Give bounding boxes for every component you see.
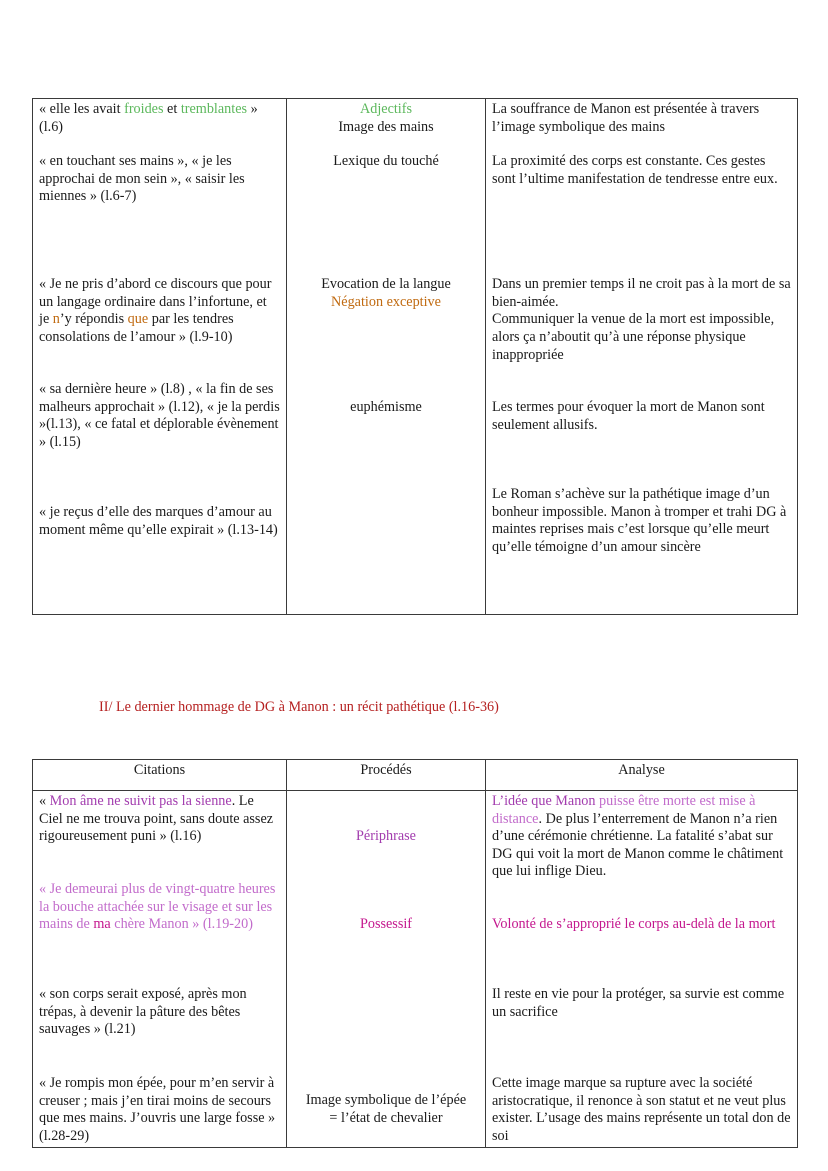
- table-row: [33, 1075, 798, 1148]
- citation-cell: « je reçus d’elle des marques d’amour au moment même qu’elle expirait » (l.13-14): [39, 504, 278, 538]
- analysis-text: Les termes pour évoquer la mort de Manon sont seulement allusifs.: [492, 399, 765, 433]
- highlight-adjective: tremblantes: [180, 101, 248, 117]
- table-row: [33, 486, 798, 615]
- column-header-analyse: Analyse: [486, 760, 798, 791]
- table-row: [33, 136, 798, 276]
- citation-cell: « elle les avait froides et tremblantes » (l.6): [39, 101, 258, 135]
- procede-label: euphémisme: [350, 399, 422, 416]
- section-heading: II/ Le dernier hommage de DG à Manon : un récit pathétique (l.16-36): [99, 699, 499, 715]
- analysis-table-1: [32, 98, 798, 615]
- citation-cell: « Je demeurai plus de vingt-quatre heures la bouche attachée sur le visage et sur les mains de ma chère Manon » (l.19-20): [39, 880, 276, 933]
- table-row: [33, 986, 798, 1075]
- citation-cell: « Je ne pris d’abord ce discours que pour un langage ordinaire dans l’infortune, et je n’y répondis que par les tendres consolations de l’amour » (l.9-10): [39, 276, 272, 345]
- table-row: [33, 99, 798, 137]
- column-header-procedes: Procédés: [287, 760, 486, 791]
- procede-label: Image des mains: [338, 118, 434, 135]
- analysis-text: Le Roman s’achève sur la pathétique image d’un bonheur impossible. Manon à tromper et trahi DG à maintes reprises mais c’est lorsque qu’elle meurt qu’elle témoigne d’un amour sincère: [492, 486, 787, 555]
- citation-cell: « Mon âme ne suivit pas la sienne. Le Ciel ne me trouva point, sans doute assez rigoureusement puni » (l.16): [39, 793, 274, 845]
- analysis-table-2: [32, 759, 798, 1148]
- analysis-text: La souffrance de Manon est présentée à travers l’image symbolique des mains: [492, 101, 760, 135]
- citation-cell: « en touchant ses mains », « je les approchai de mon sein », « saisir les miennes » (l.6-7): [39, 153, 245, 205]
- analysis-text: Cette image marque sa rupture avec la société aristocratique, il renonce à son statut et ne veut plus exister. L’usage des mains représente un total don de soi: [492, 1074, 791, 1144]
- analysis-text: Volonté de s’approprié le corps au-delà de la mort: [492, 915, 776, 932]
- analysis-text: Dans un premier temps il ne croit pas à la mort de sa bien-aimée.: [492, 276, 791, 310]
- analysis-text: L’idée que Manon puisse être morte est mise à distance. De plus l’enterrement de Manon n’a rien d’une cérémonie chrétienne. La fatalité s’abat sur DG qui voit la mort de Manon comme le châtiment que lui inflige Dieu.: [492, 793, 784, 880]
- highlight-adjective: froides: [124, 101, 164, 117]
- procede-label: Lexique du touché: [333, 153, 439, 170]
- table-row: [33, 881, 798, 986]
- table-row: [33, 381, 798, 486]
- citation-cell: « Je rompis mon épée, pour m’en servir à creuser ; mais j’en tirai moins de secours que mes mains. J’ouvris une large fosse » (l.28-29): [39, 1074, 276, 1144]
- procede-label: Possessif: [359, 915, 413, 932]
- procede-label: Négation exceptive: [331, 293, 441, 310]
- analysis-text: La proximité des corps est constante. Ces gestes sont l’ultime manifestation de tendresse entre eux.: [492, 153, 778, 187]
- column-header-citations: Citations: [33, 760, 287, 791]
- negation-highlight: que: [127, 311, 149, 328]
- table-row: [33, 276, 798, 381]
- table-header-row: [33, 760, 798, 791]
- possessive-highlight: ma: [93, 916, 111, 933]
- procede-label: Adjectifs: [359, 101, 412, 117]
- negation-highlight: n: [52, 311, 60, 328]
- procede-label: Périphrase: [356, 828, 416, 844]
- citation-cell: « son corps serait exposé, après mon trépas, à devenir la pâture des bêtes sauvages » (l.21): [39, 985, 247, 1038]
- periphrase-highlight: Mon âme ne suivit pas la sienne: [49, 793, 232, 809]
- procede-label: = l’état de chevalier: [329, 1109, 443, 1126]
- procede-label: Evocation de la langue: [321, 276, 451, 293]
- analysis-text: Il reste en vie pour la protéger, sa survie est comme un sacrifice: [492, 985, 785, 1020]
- citation-cell: « sa dernière heure » (l.8) , « la fin de ses malheurs approchait » (l.12), « je la perdis »(l.13), « ce fatal et déplorable évènement » (l.15): [39, 381, 280, 450]
- procede-label: Image symbolique de l’épée: [305, 1091, 467, 1108]
- analysis-text: Communiquer la venue de la mort est impossible, alors ça n’aboutit qu’à une réponse physique inappropriée: [492, 311, 775, 363]
- table-row: [33, 791, 798, 881]
